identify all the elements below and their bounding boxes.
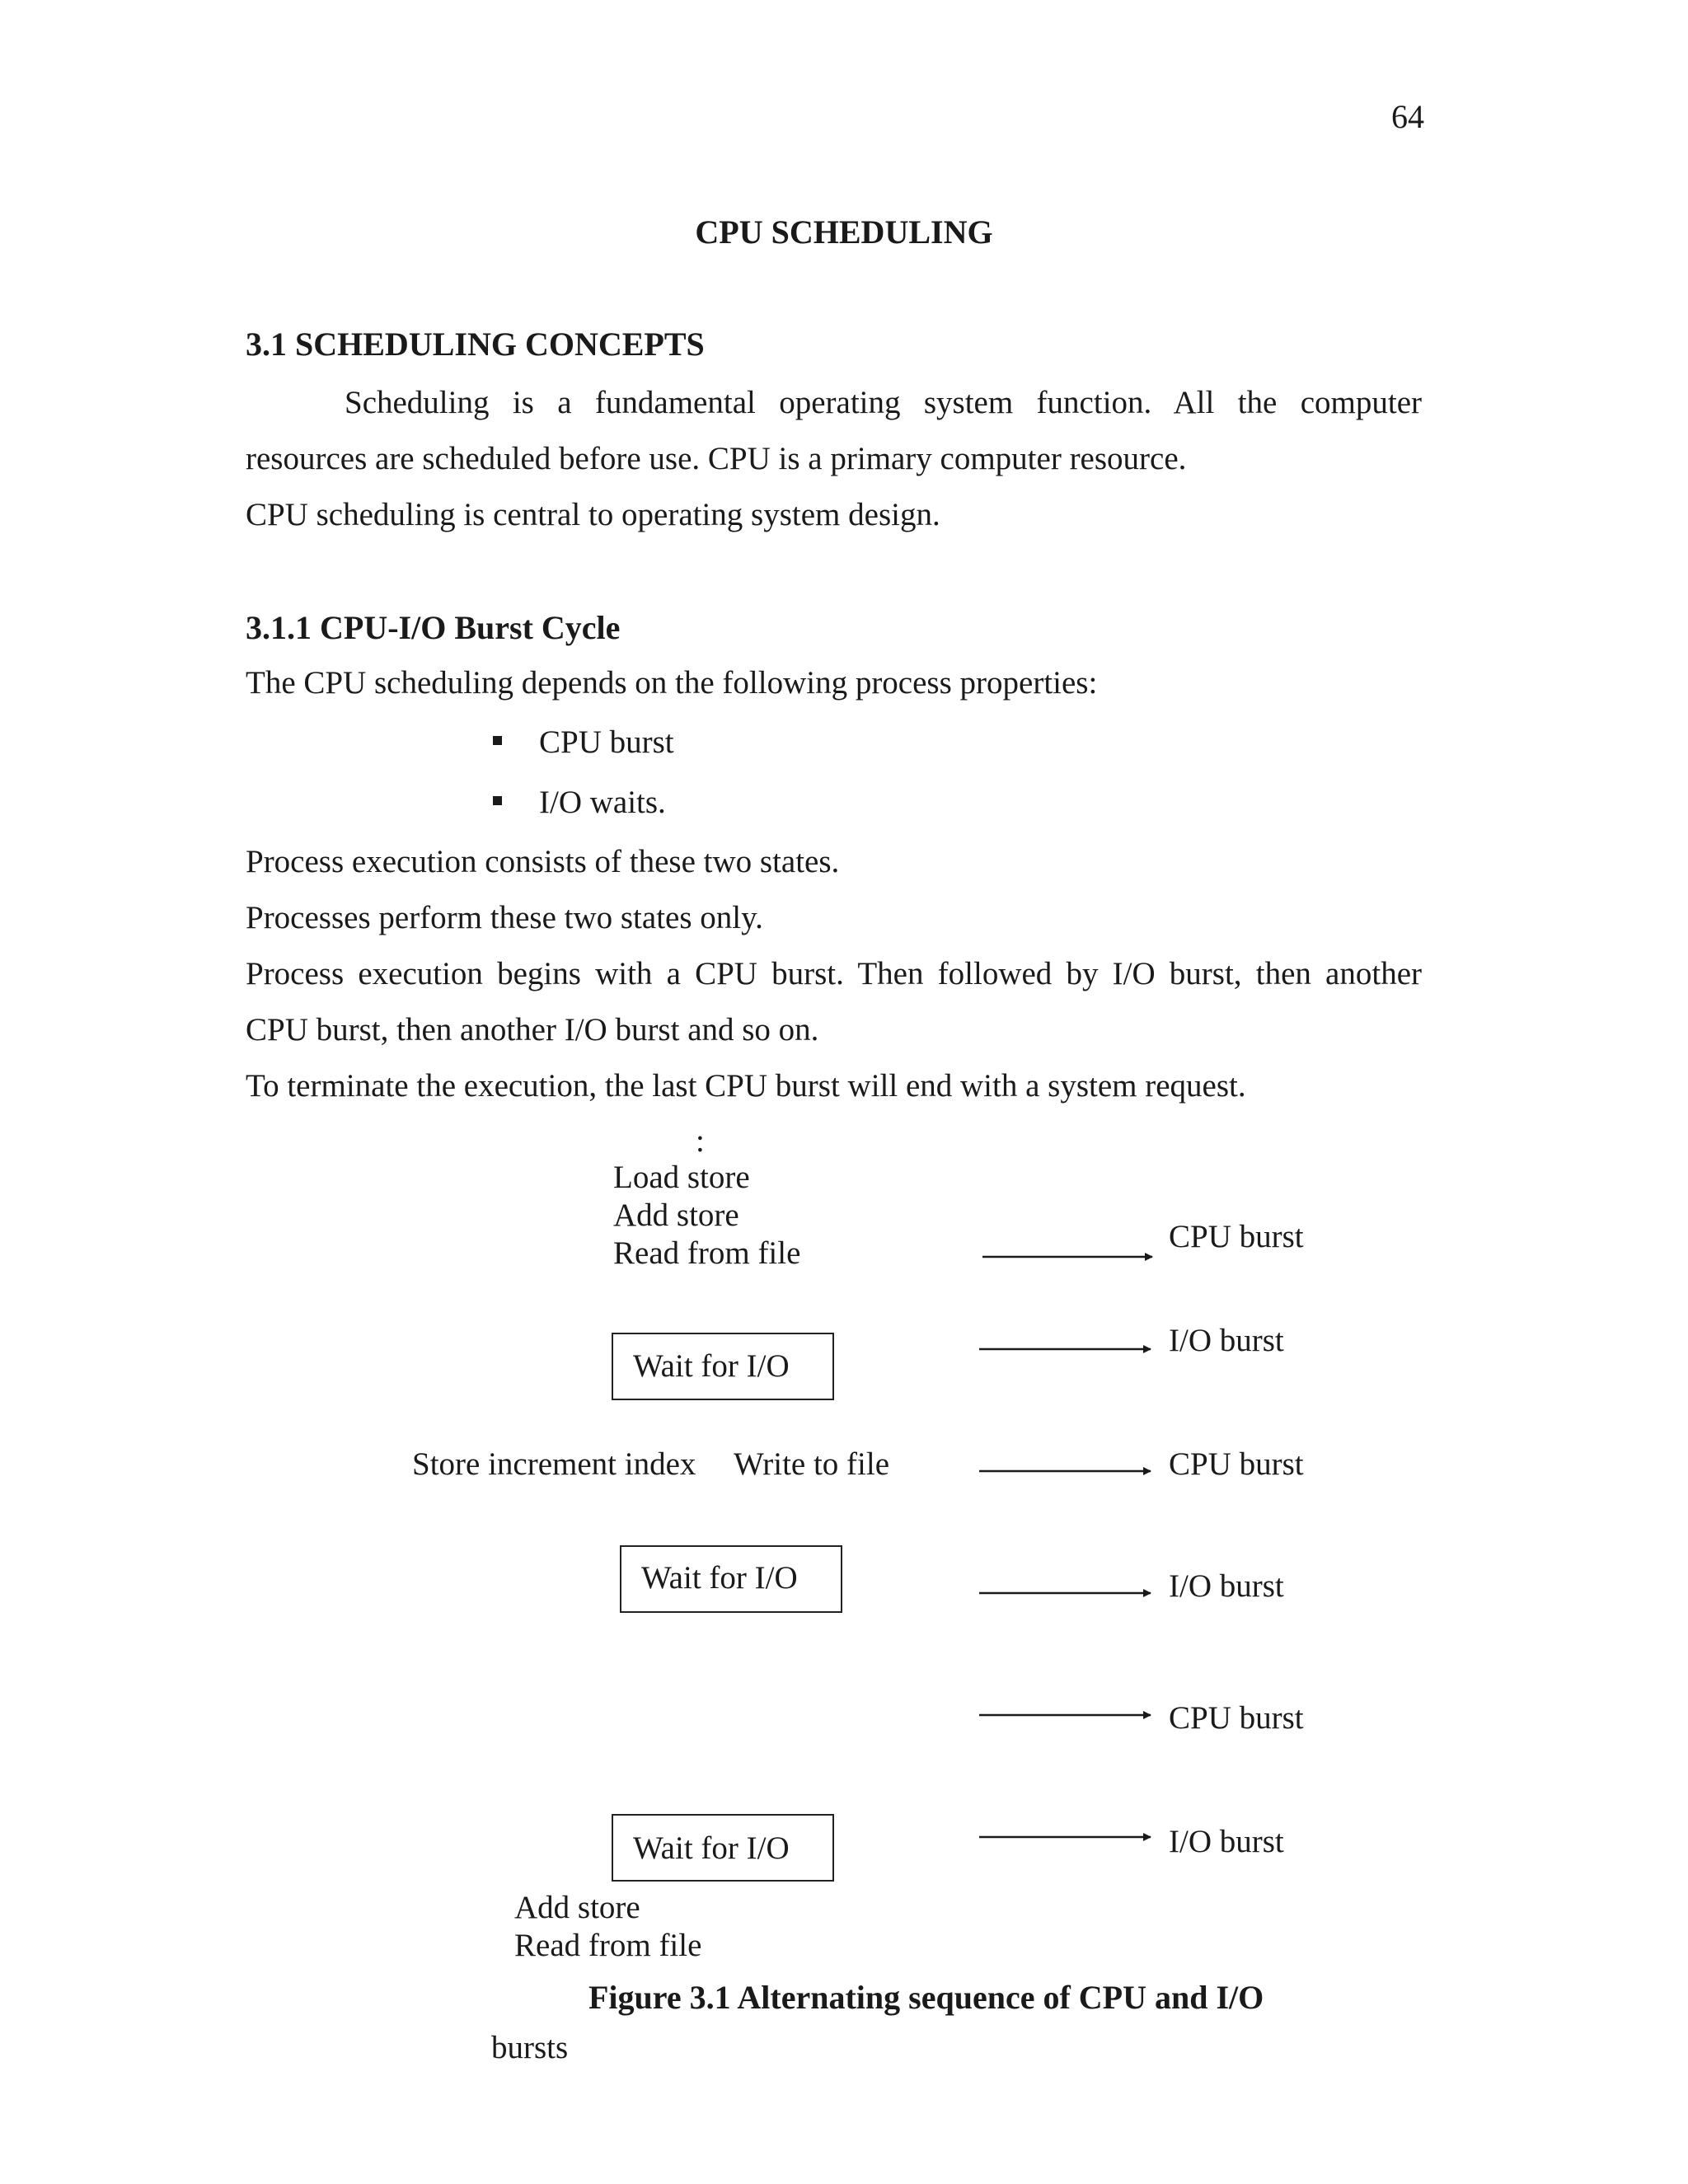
figure-caption-cut [491,2030,569,2065]
figure-caption-cut-text: bursts [491,2030,569,2065]
section-heading: 3.1 SCHEDULING CONCEPTS [246,326,705,363]
diagram-read-from-file: Read from file [613,1235,801,1271]
wait-for-io-box-1: Wait for I/O [612,1333,834,1400]
burst-label-6: I/O burst [1169,1824,1284,1859]
diagram-store-increment-index: Store increment index [412,1446,696,1482]
bullet-item-io-waits: I/O waits. [539,785,666,820]
page-number: 64 [1391,98,1424,135]
burst-label-3: CPU burst [1169,1446,1304,1482]
figure-caption: Figure 3.1 Alternating sequence of CPU and I/O [588,1979,1264,2016]
text-line-terminate: To terminate the execution, the last CPU burst will end with a system request. [246,1068,1246,1104]
burst-label-5: CPU burst [1169,1700,1304,1736]
text-line-begins-2: CPU burst, then another I/O burst and so on. [246,1012,819,1047]
subsection-heading: 3.1.1 CPU-I/O Burst Cycle [246,609,621,646]
text-line-begins-1: Process execution begins with a CPU burst. Then followed by I/O burst, then another [246,956,1422,991]
intro-line: The CPU scheduling depends on the following process properties: [246,665,1098,701]
burst-label-4: I/O burst [1169,1568,1284,1604]
paragraph-line-1: Scheduling is a fundamental operating system function. All the computer [345,385,1422,420]
paragraph-line-3: CPU scheduling is central to operating system design. [246,497,940,532]
bullet-item-cpu-burst: CPU burst [539,724,674,760]
text-line-states: Process execution consists of these two states. [246,844,840,879]
wait-for-io-box-3: Wait for I/O [612,1814,834,1882]
text-line-only: Processes perform these two states only. [246,900,763,935]
burst-label-1: CPU burst [1169,1219,1304,1254]
page-title: CPU SCHEDULING [695,213,993,251]
diagram-add-store: Add store [613,1197,739,1233]
diagram-read-from-file-bottom: Read from file [514,1928,702,1963]
diagram-colon: : [696,1123,705,1159]
diagram-add-store-bottom: Add store [514,1890,640,1925]
burst-label-2: I/O burst [1169,1323,1284,1358]
diagram-write-to-file: Write to file [734,1446,890,1482]
diagram-load-store: Load store [613,1160,750,1195]
paragraph-line-2: resources are scheduled before use. CPU is a primary computer resource. [246,441,1187,476]
wait-for-io-box-2: Wait for I/O [620,1545,842,1613]
